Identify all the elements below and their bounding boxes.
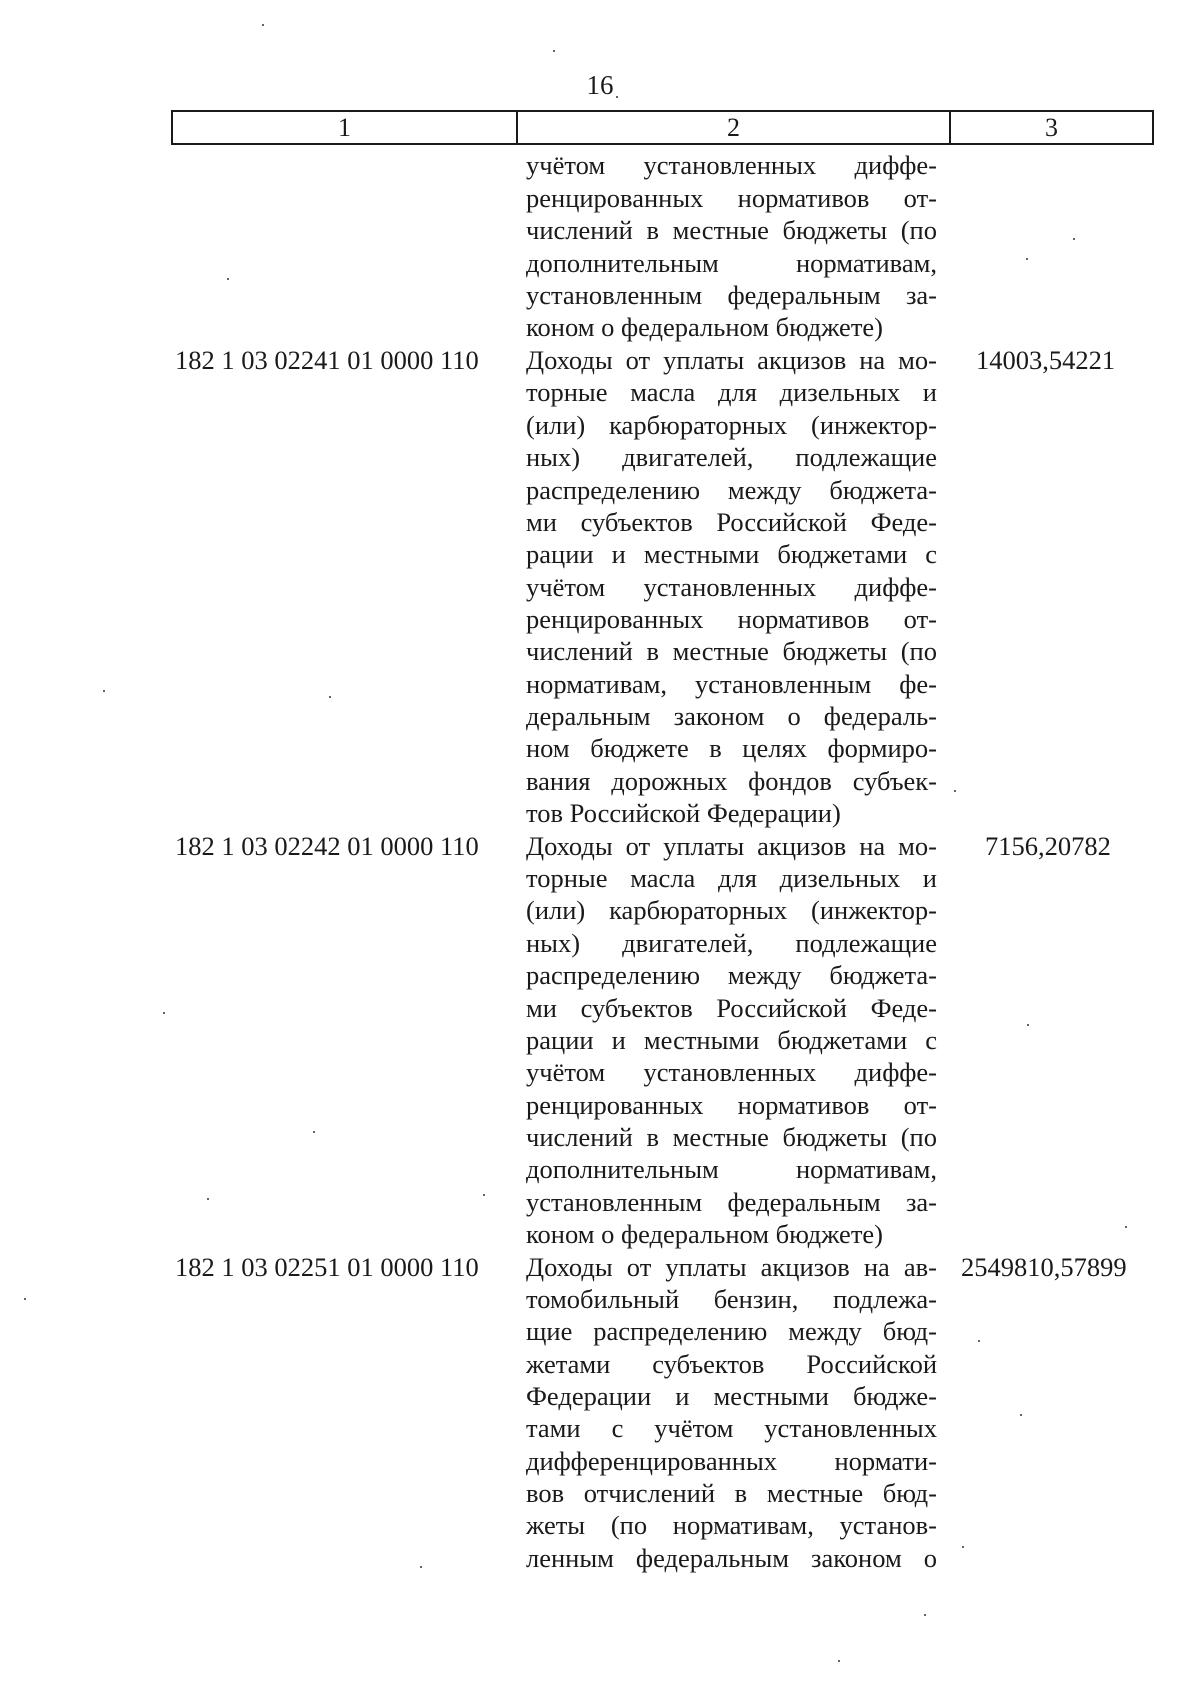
scan-speck <box>553 50 555 52</box>
description-line: ном бюджете в целях формиро- <box>526 733 937 763</box>
scan-speck <box>24 1298 26 1300</box>
header-col-2: 2 <box>518 112 951 143</box>
description-line: коном о федеральном бюджете) <box>526 312 883 342</box>
scan-speck <box>420 1566 422 1568</box>
description-line: числений в местные бюджеты (по <box>526 636 937 666</box>
description-line: вов отчислений в местные бюд- <box>526 1478 937 1508</box>
description-line: вания дорожных фондов субъек- <box>526 766 937 796</box>
scan-speck <box>313 1131 315 1133</box>
description-line: установленным федеральным за- <box>526 280 937 310</box>
description-line: ных) двигателей, подлежащие <box>526 928 937 958</box>
scan-speck <box>483 1194 485 1196</box>
amount: 7156,20782 <box>985 831 1111 861</box>
description-line: дополнительным нормативам, <box>526 248 937 278</box>
scan-speck <box>163 1012 165 1014</box>
scan-speck <box>227 278 229 280</box>
description-line: учётом установленных диффе- <box>526 1057 937 1087</box>
description-line: распределению между бюджета- <box>526 475 937 505</box>
scan-speck <box>954 790 956 792</box>
description-line: Федерации и местными бюдже- <box>526 1381 937 1411</box>
description-line: ми субъектов Российской Феде- <box>526 993 937 1023</box>
table-header <box>171 110 1154 145</box>
header-col-1: 1 <box>173 112 518 143</box>
description-line: Доходы от уплаты акцизов на ав- <box>526 1252 937 1282</box>
header-col-3: 3 <box>1045 113 1058 142</box>
description-line: жетами субъектов Российской <box>526 1349 937 1379</box>
amount: 2549810,57899 <box>961 1252 1127 1282</box>
description-line: тов Российской Федерации) <box>526 798 841 828</box>
budget-code: 182 1 03 02251 01 0000 110 <box>175 1252 479 1282</box>
description-line: рации и местными бюджетами с <box>526 1025 937 1055</box>
scan-speck <box>103 690 105 692</box>
description-line: дифференцированных нормати- <box>526 1446 937 1476</box>
description-line: ных) двигателей, подлежащие <box>526 442 937 472</box>
description-line: коном о федеральном бюджете) <box>526 1219 883 1249</box>
scan-speck <box>1125 1226 1127 1228</box>
description-line: торные масла для дизельных и <box>526 863 937 893</box>
description-line: жеты (по нормативам, установ- <box>526 1510 937 1540</box>
description-line: ренцированных нормативов от- <box>526 604 937 634</box>
description-line: ми субъектов Российской Феде- <box>526 507 937 537</box>
scan-speck <box>1073 238 1075 240</box>
scan-speck <box>924 1614 926 1616</box>
description-line: учётом установленных диффе- <box>526 572 937 602</box>
scan-speck <box>962 1546 964 1548</box>
description-line: томобильный бензин, подлежа- <box>526 1284 937 1314</box>
description-line: щие распределению между бюд- <box>526 1316 937 1346</box>
description-line: рации и местными бюджетами с <box>526 539 937 569</box>
description-line: Доходы от уплаты акцизов на мо- <box>526 345 937 375</box>
description-line: установленным федеральным за- <box>526 1187 937 1217</box>
scan-speck <box>1026 258 1028 260</box>
scan-speck <box>329 696 331 698</box>
description-line: (или) карбюраторных (инжектор- <box>526 410 937 440</box>
description-line: дополнительным нормативам, <box>526 1154 937 1184</box>
scan-speck <box>1027 1024 1029 1026</box>
scan-speck <box>262 24 264 26</box>
description-line: числений в местные бюджеты (по <box>526 215 937 245</box>
description-line: учётом установленных диффе- <box>526 150 937 180</box>
budget-code: 182 1 03 02242 01 0000 110 <box>175 831 479 861</box>
budget-code: 182 1 03 02241 01 0000 110 <box>175 345 479 375</box>
description-line: тами с учётом установленных <box>526 1413 937 1443</box>
scan-speck <box>616 96 618 98</box>
description-line: ленным федеральным законом о <box>526 1543 937 1573</box>
description-line: Доходы от уплаты акцизов на мо- <box>526 831 937 861</box>
description-line: ренцированных нормативов от- <box>526 183 937 213</box>
description-line: деральным законом о федераль- <box>526 701 937 731</box>
description-line: распределению между бюджета- <box>526 960 937 990</box>
scan-speck <box>978 1340 980 1342</box>
description-line: ренцированных нормативов от- <box>526 1090 937 1120</box>
description-line: нормативам, установленным фе- <box>526 669 937 699</box>
scan-speck <box>1020 1414 1022 1416</box>
page-number: 16 <box>586 70 614 100</box>
amount: 14003,54221 <box>976 345 1116 375</box>
description-line: числений в местные бюджеты (по <box>526 1122 937 1152</box>
scan-speck <box>838 1660 840 1662</box>
scan-speck <box>207 1198 209 1200</box>
description-line: торные масла для дизельных и <box>526 377 937 407</box>
description-line: (или) карбюраторных (инжектор- <box>526 895 937 925</box>
